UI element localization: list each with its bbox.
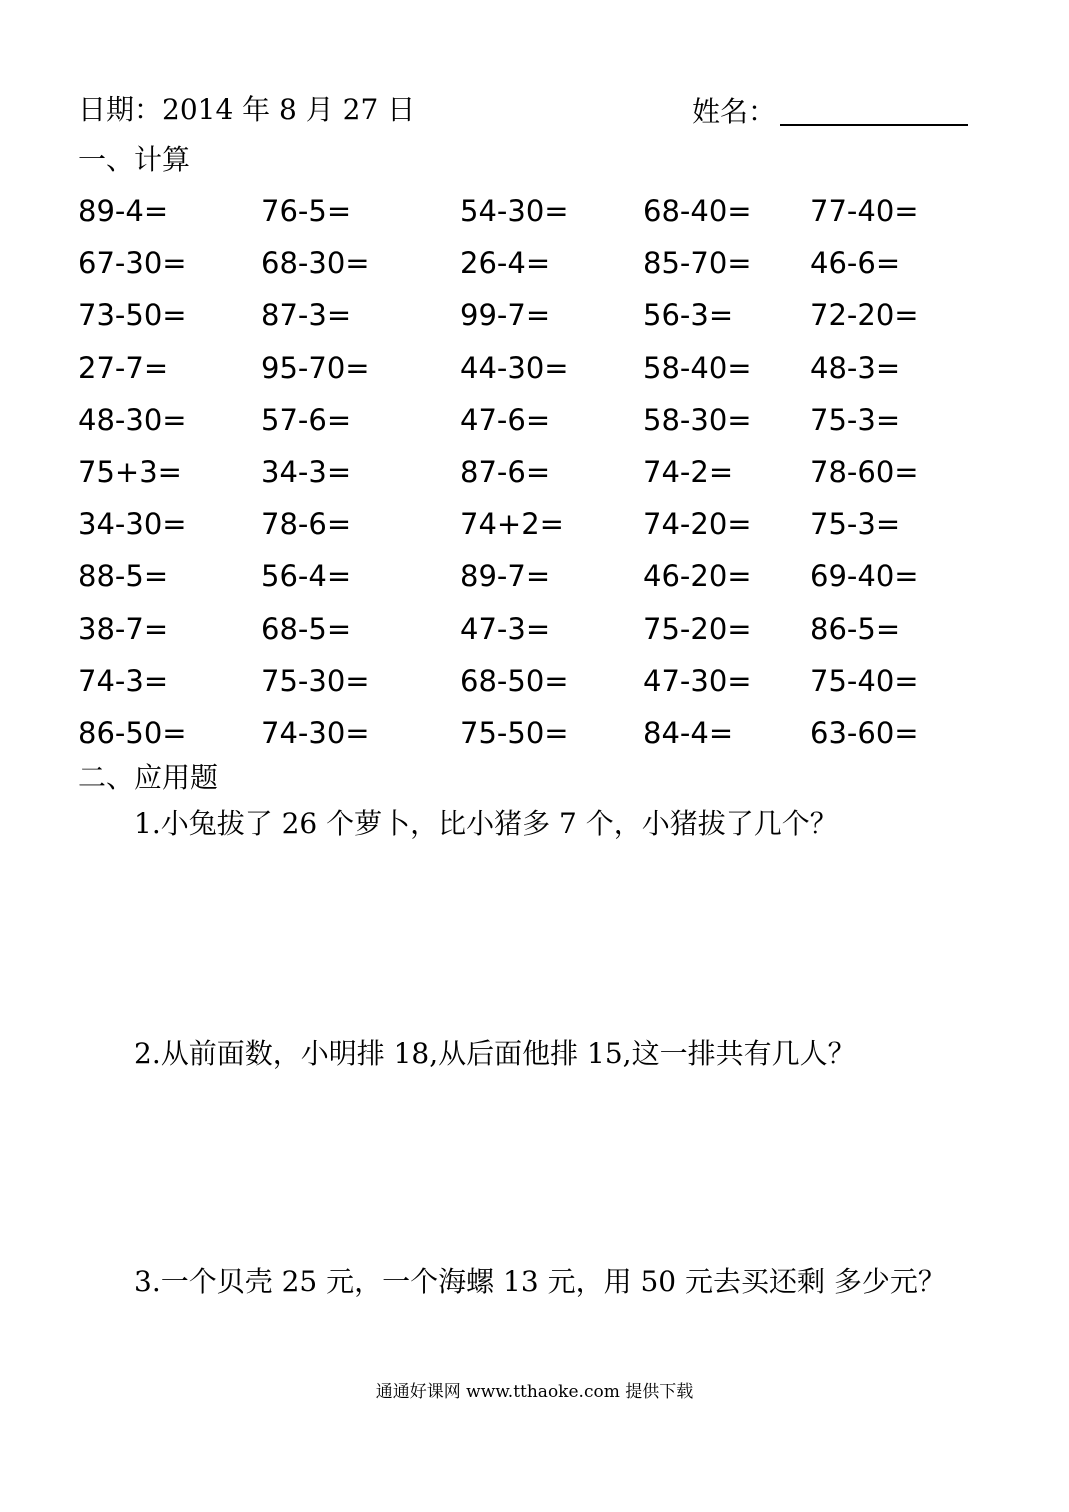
calc-item: 48-3= — [810, 350, 901, 385]
calc-item: 47-6= — [460, 402, 551, 437]
calc-item: 46-20= — [643, 559, 752, 594]
calc-item: 74-30= — [261, 715, 370, 750]
calc-item: 47-30= — [643, 663, 752, 698]
calc-item: 88-5= — [78, 559, 169, 594]
calc-item: 75-50= — [460, 715, 569, 750]
calc-item: 86-50= — [78, 715, 187, 750]
footer-credit: 通通好课网 www.tthaoke.com 提供下载 — [375, 1382, 694, 1402]
calc-item: 75-3= — [810, 507, 901, 542]
calc-item: 34-3= — [261, 454, 352, 489]
calc-item: 56-3= — [643, 298, 734, 333]
section-calculation-title: 一、计算 — [78, 143, 191, 176]
calc-item: 54-30= — [460, 194, 569, 228]
calc-item: 77-40= — [810, 194, 919, 228]
calc-item: 68-30= — [261, 246, 370, 281]
calc-item: 48-30= — [78, 402, 187, 437]
calc-item: 87-6= — [460, 454, 551, 489]
calc-item: 57-6= — [261, 402, 352, 437]
calc-item: 68-40= — [643, 194, 752, 228]
calc-item: 58-30= — [643, 402, 752, 437]
calc-item: 74-3= — [78, 663, 169, 698]
calc-item: 74-2= — [643, 454, 734, 489]
calc-item: 68-5= — [261, 611, 352, 646]
calc-item: 27-7= — [78, 350, 169, 385]
word-problem-2: 2.从前面数，小明排 18,从后面他排 15,这一排共有几人？ — [134, 1037, 856, 1070]
calc-item: 89-4= — [78, 194, 169, 228]
calc-item: 34-30= — [78, 507, 187, 542]
calc-item: 74+2= — [460, 507, 564, 542]
calc-item: 89-7= — [460, 559, 551, 594]
calc-item: 69-40= — [810, 559, 919, 594]
calc-item: 58-40= — [643, 350, 752, 385]
calc-item: 74-20= — [643, 507, 752, 542]
calc-item: 78-6= — [261, 507, 352, 542]
calc-item: 84-4= — [643, 715, 734, 750]
calc-item: 63-60= — [810, 715, 919, 750]
calc-item: 85-70= — [643, 246, 752, 281]
calc-item: 73-50= — [78, 298, 187, 333]
name-blank-line[interactable] — [780, 96, 968, 126]
calc-item: 99-7= — [460, 298, 551, 333]
calc-item: 95-70= — [261, 350, 370, 385]
date-label: 日期：2014 年 8 月 27 日 — [78, 93, 416, 126]
calc-item: 75-3= — [810, 402, 901, 437]
word-problem-3: 3.一个贝壳 25 元，一个海螺 13 元，用 50 元去买还剩 多少元？ — [134, 1265, 946, 1298]
calc-item: 76-5= — [261, 194, 352, 228]
calc-item: 75-30= — [261, 663, 370, 698]
calc-item: 56-4= — [261, 559, 352, 594]
calc-item: 86-5= — [810, 611, 901, 646]
calc-item: 26-4= — [460, 246, 551, 281]
calc-item: 72-20= — [810, 298, 919, 333]
section-word-problems-title: 二、应用题 — [78, 761, 219, 794]
calc-item: 38-7= — [78, 611, 169, 646]
calc-item: 75-40= — [810, 663, 919, 698]
calc-item: 47-3= — [460, 611, 551, 646]
calc-item: 46-6= — [810, 246, 901, 281]
calc-item: 75+3= — [78, 454, 182, 489]
calc-item: 67-30= — [78, 246, 187, 281]
calc-item: 87-3= — [261, 298, 352, 333]
name-field — [692, 96, 968, 126]
calc-item: 44-30= — [460, 350, 569, 385]
calc-item: 75-20= — [643, 611, 752, 646]
word-problem-1: 1.小兔拔了 26 个萝卜，比小猪多 7 个，小猪拔了几个？ — [134, 807, 838, 840]
calc-item: 68-50= — [460, 663, 569, 698]
calc-item: 78-60= — [810, 454, 919, 489]
name-label: 姓名： — [692, 95, 777, 128]
